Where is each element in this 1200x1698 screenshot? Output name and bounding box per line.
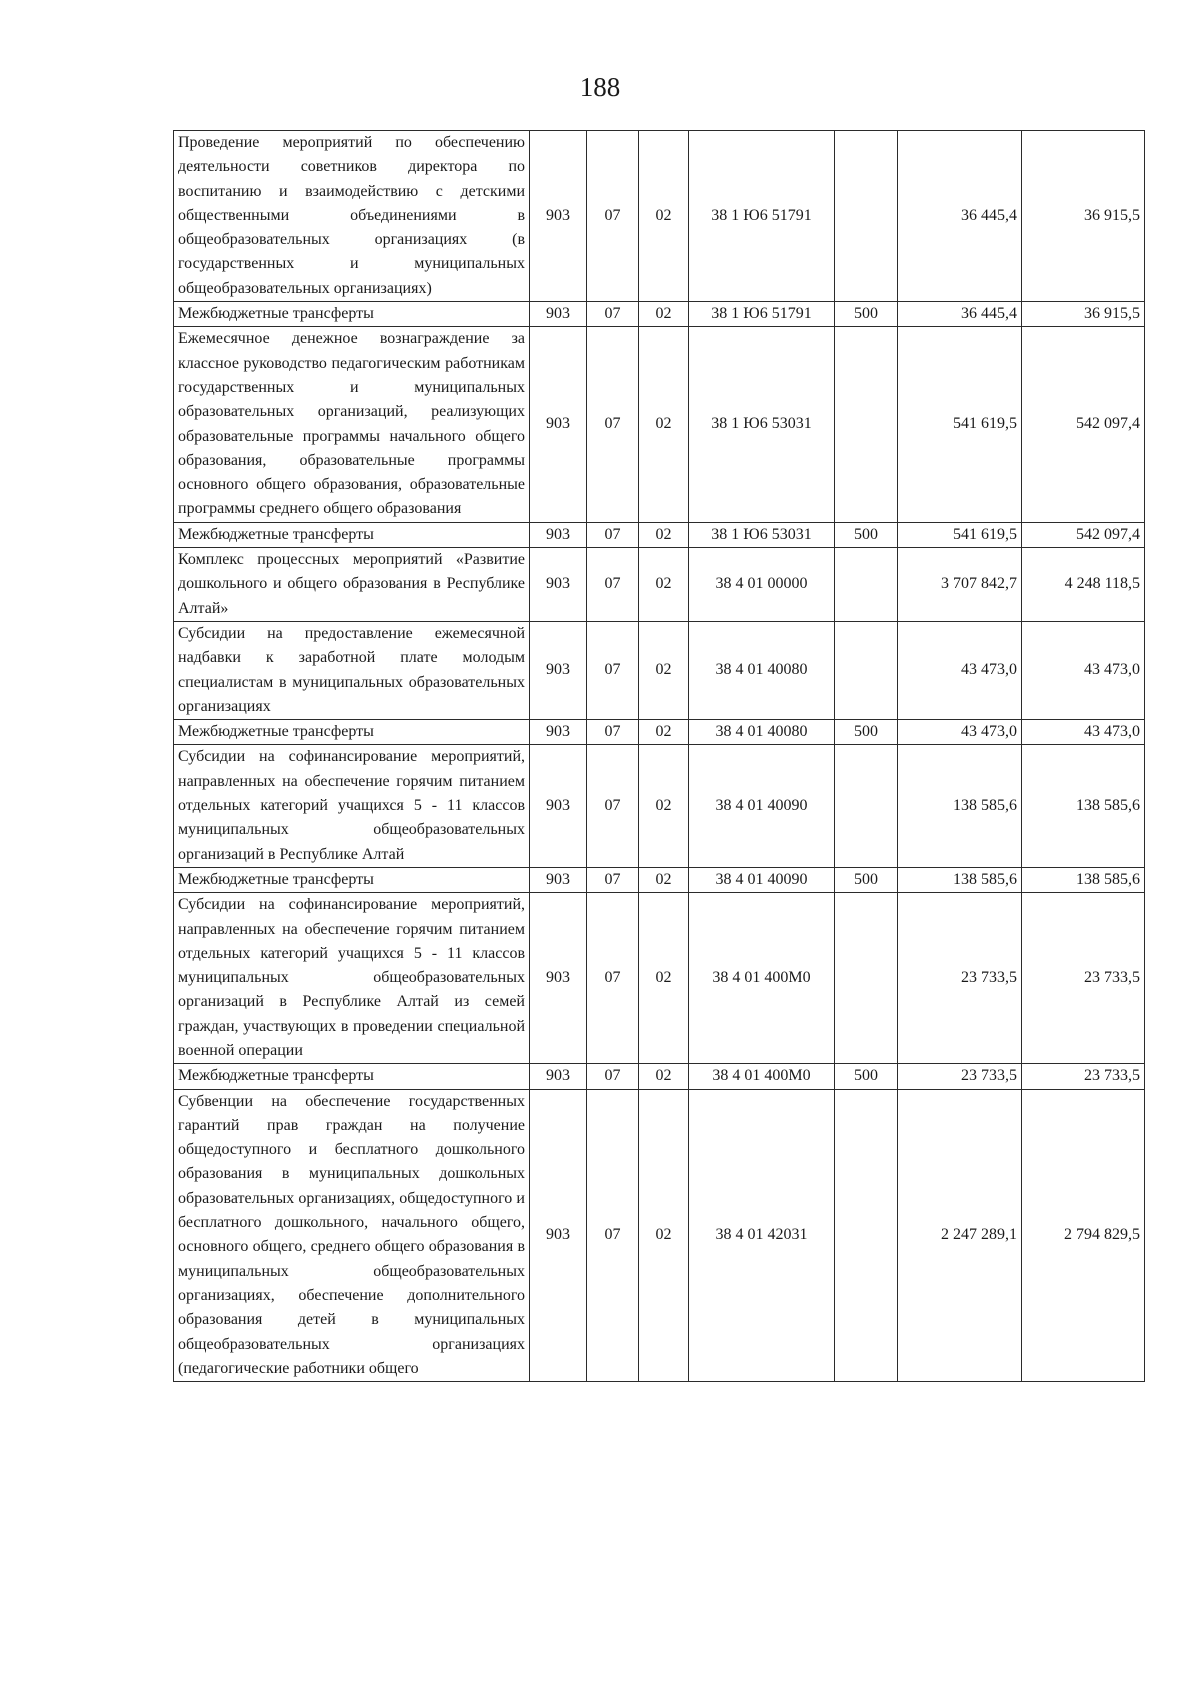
- expense-name-cell: Субвенции на обеспечение государственных гарантий прав граждан на получение общедоступного и бесплатного дошкольного образования в муниципальных дошкольных образовательных организациях, общедоступного и бесплатного дошкольного, начального общего, основного общего, среднего общего образования в муниципальных общеобразовательных организациях, обеспечение дополнительного образования детей в муниципальных общеобразовательных организациях (педагогические работники общего: [174, 1089, 530, 1382]
- section-code-cell: 07: [587, 867, 639, 892]
- target-article-cell: 38 1 Ю6 53031: [689, 522, 835, 547]
- expense-type-cell: [835, 745, 898, 867]
- section-code-cell: 07: [587, 302, 639, 327]
- grbs-code-cell: 903: [530, 720, 587, 745]
- subsection-code-cell: 02: [639, 1089, 689, 1382]
- section-code-cell: 07: [587, 893, 639, 1064]
- expense-type-cell: 500: [835, 1064, 898, 1089]
- target-article-cell: 38 4 01 40090: [689, 867, 835, 892]
- table-row: [174, 745, 1145, 867]
- table-row: [174, 1089, 1145, 1382]
- amount-year1-cell: 138 585,6: [898, 745, 1022, 867]
- grbs-code-cell: 903: [530, 867, 587, 892]
- expense-name-cell: Межбюджетные трансферты: [174, 720, 530, 745]
- section-code-cell: 07: [587, 522, 639, 547]
- amount-year1-cell: 43 473,0: [898, 621, 1022, 719]
- subsection-code-cell: 02: [639, 302, 689, 327]
- amount-year1-cell: 36 445,4: [898, 131, 1022, 302]
- table-row: [174, 720, 1145, 745]
- amount-year1-cell: 541 619,5: [898, 522, 1022, 547]
- table-row: [174, 893, 1145, 1064]
- subsection-code-cell: 02: [639, 548, 689, 622]
- target-article-cell: 38 4 01 00000: [689, 548, 835, 622]
- subsection-code-cell: 02: [639, 745, 689, 867]
- amount-year2-cell: 36 915,5: [1022, 131, 1145, 302]
- budget-table-body: [174, 131, 1145, 1382]
- expense-name-cell: Комплекс процессных мероприятий «Развитие дошкольного и общего образования в Республике Алтай»: [174, 548, 530, 622]
- amount-year2-cell: 36 915,5: [1022, 302, 1145, 327]
- expense-type-cell: [835, 131, 898, 302]
- expense-name-cell: Межбюджетные трансферты: [174, 1064, 530, 1089]
- grbs-code-cell: 903: [530, 131, 587, 302]
- subsection-code-cell: 02: [639, 522, 689, 547]
- section-code-cell: 07: [587, 131, 639, 302]
- budget-table: [173, 130, 1145, 1382]
- section-code-cell: 07: [587, 745, 639, 867]
- target-article-cell: 38 4 01 42031: [689, 1089, 835, 1382]
- expense-name-cell: Межбюджетные трансферты: [174, 522, 530, 547]
- expense-name-cell: Субсидии на предоставление ежемесячной надбавки к заработной плате молодым специалистам в муниципальных образовательных организациях: [174, 621, 530, 719]
- target-article-cell: 38 4 01 400М0: [689, 1064, 835, 1089]
- grbs-code-cell: 903: [530, 327, 587, 522]
- expense-type-cell: [835, 893, 898, 1064]
- amount-year2-cell: 542 097,4: [1022, 327, 1145, 522]
- grbs-code-cell: 903: [530, 621, 587, 719]
- amount-year1-cell: 23 733,5: [898, 893, 1022, 1064]
- expense-type-cell: 500: [835, 302, 898, 327]
- amount-year1-cell: 541 619,5: [898, 327, 1022, 522]
- subsection-code-cell: 02: [639, 720, 689, 745]
- subsection-code-cell: 02: [639, 621, 689, 719]
- amount-year1-cell: 138 585,6: [898, 867, 1022, 892]
- amount-year1-cell: 36 445,4: [898, 302, 1022, 327]
- amount-year2-cell: 2 794 829,5: [1022, 1089, 1145, 1382]
- section-code-cell: 07: [587, 621, 639, 719]
- amount-year2-cell: 23 733,5: [1022, 1064, 1145, 1089]
- target-article-cell: 38 4 01 400М0: [689, 893, 835, 1064]
- expense-type-cell: [835, 1089, 898, 1382]
- amount-year2-cell: 4 248 118,5: [1022, 548, 1145, 622]
- target-article-cell: 38 1 Ю6 51791: [689, 131, 835, 302]
- grbs-code-cell: 903: [530, 1064, 587, 1089]
- page-number: 188: [579, 72, 621, 102]
- grbs-code-cell: 903: [530, 548, 587, 622]
- expense-type-cell: 500: [835, 720, 898, 745]
- target-article-cell: 38 4 01 40080: [689, 720, 835, 745]
- expense-type-cell: [835, 621, 898, 719]
- grbs-code-cell: 903: [530, 522, 587, 547]
- expense-type-cell: [835, 548, 898, 622]
- expense-name-cell: Ежемесячное денежное вознаграждение за классное руководство педагогическим работникам государственных и муниципальных образовательных организаций, реализующих образовательные программы начального общего образования, образовательные программы основного общего образования, образовательные программы среднего общего образования: [174, 327, 530, 522]
- target-article-cell: 38 1 Ю6 51791: [689, 302, 835, 327]
- amount-year2-cell: 138 585,6: [1022, 867, 1145, 892]
- amount-year2-cell: 23 733,5: [1022, 893, 1145, 1064]
- section-code-cell: 07: [587, 327, 639, 522]
- target-article-cell: 38 4 01 40080: [689, 621, 835, 719]
- expense-type-cell: 500: [835, 867, 898, 892]
- subsection-code-cell: 02: [639, 893, 689, 1064]
- amount-year1-cell: 3 707 842,7: [898, 548, 1022, 622]
- table-row: [174, 621, 1145, 719]
- subsection-code-cell: 02: [639, 327, 689, 522]
- amount-year2-cell: 542 097,4: [1022, 522, 1145, 547]
- expense-name-cell: Субсидии на софинансирование мероприятий, направленных на обеспечение горячим питанием отдельных категорий учащихся 5 - 11 классов муниципальных общеобразовательных организаций в Республике Алтай: [174, 745, 530, 867]
- subsection-code-cell: 02: [639, 867, 689, 892]
- subsection-code-cell: 02: [639, 131, 689, 302]
- grbs-code-cell: 903: [530, 302, 587, 327]
- amount-year2-cell: 43 473,0: [1022, 720, 1145, 745]
- table-row: [174, 302, 1145, 327]
- table-row: [174, 131, 1145, 302]
- amount-year2-cell: 43 473,0: [1022, 621, 1145, 719]
- target-article-cell: 38 1 Ю6 53031: [689, 327, 835, 522]
- subsection-code-cell: 02: [639, 1064, 689, 1089]
- expense-type-cell: 500: [835, 522, 898, 547]
- expense-name-cell: Субсидии на софинансирование мероприятий, направленных на обеспечение горячим питанием отдельных категорий учащихся 5 - 11 классов муниципальных общеобразовательных организаций в Республике Алтай из семей граждан, участвующих в проведении специальной военной операции: [174, 893, 530, 1064]
- table-row: [174, 1064, 1145, 1089]
- expense-name-cell: Межбюджетные трансферты: [174, 302, 530, 327]
- table-row: [174, 522, 1145, 547]
- expense-name-cell: Проведение мероприятий по обеспечению деятельности советников директора по воспитанию и взаимодействию с детскими общественными объединениями в общеобразовательных организациях (в государственных и муниципальных общеобразовательных организациях): [174, 131, 530, 302]
- grbs-code-cell: 903: [530, 893, 587, 1064]
- table-row: [174, 867, 1145, 892]
- amount-year1-cell: 2 247 289,1: [898, 1089, 1022, 1382]
- table-row: [174, 548, 1145, 622]
- amount-year1-cell: 23 733,5: [898, 1064, 1022, 1089]
- expense-type-cell: [835, 327, 898, 522]
- grbs-code-cell: 903: [530, 745, 587, 867]
- grbs-code-cell: 903: [530, 1089, 587, 1382]
- amount-year1-cell: 43 473,0: [898, 720, 1022, 745]
- section-code-cell: 07: [587, 720, 639, 745]
- section-code-cell: 07: [587, 1089, 639, 1382]
- table-row: [174, 327, 1145, 522]
- target-article-cell: 38 4 01 40090: [689, 745, 835, 867]
- section-code-cell: 07: [587, 1064, 639, 1089]
- section-code-cell: 07: [587, 548, 639, 622]
- expense-name-cell: Межбюджетные трансферты: [174, 867, 530, 892]
- amount-year2-cell: 138 585,6: [1022, 745, 1145, 867]
